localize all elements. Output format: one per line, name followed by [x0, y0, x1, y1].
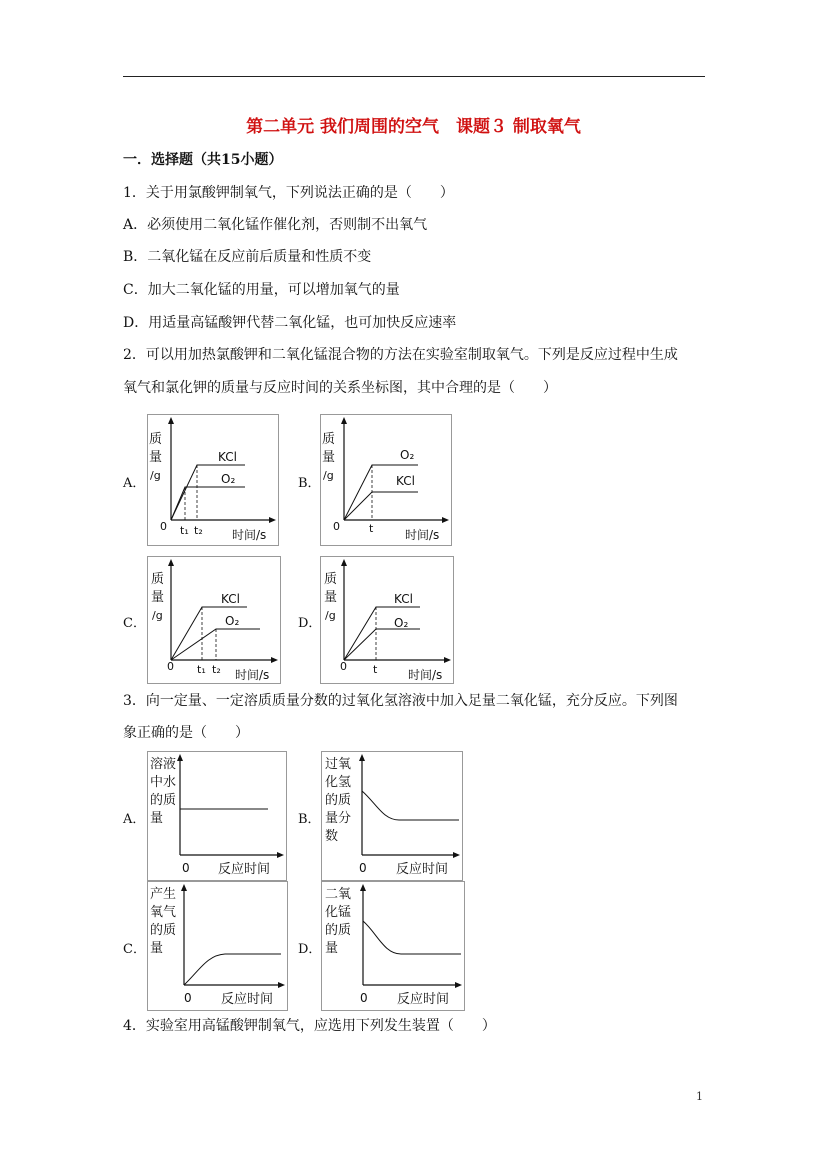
label-o2: O₂ — [394, 616, 409, 630]
q1-option-d: D．用适量高锰酸钾代替二氧化锰，也可加快反应速率 — [123, 315, 457, 331]
x-label: 时间/s — [235, 668, 270, 682]
q2-option-c-letter: C． — [123, 616, 146, 631]
chart-frame — [321, 415, 452, 546]
y-label-2: 化氢 — [325, 775, 352, 790]
label-kcl: KCl — [394, 592, 413, 606]
y-label-1: 溶液 — [150, 757, 177, 772]
y-label-5: 数 — [325, 829, 339, 844]
label-o2: O₂ — [221, 472, 236, 486]
label-o2: O₂ — [400, 448, 415, 462]
x-axis-arrow — [277, 852, 284, 858]
x-label: 反应时间 — [221, 992, 274, 1007]
y-label-4: 量分 — [325, 811, 352, 826]
q2-stem-line1: 2．可以用加热氯酸钾和二氧化锰混合物的方法在实验室制取氧气。下列是反应过程中生成 — [123, 347, 678, 363]
x-label: 时间/s — [408, 668, 443, 682]
q3-stem-line1: 3．向一定量、一定溶质质量分数的过氧化氢溶液中加入足量二氧化锰，充分反应。下列图 — [123, 693, 678, 709]
series-kcl-line — [344, 492, 418, 520]
chart-frame — [148, 415, 279, 546]
x-axis-arrow — [455, 982, 462, 988]
header-rule — [123, 76, 705, 77]
q2-chart-a — [147, 414, 279, 546]
x-label: 时间/s — [405, 528, 440, 542]
y-label-1: 质 — [151, 572, 165, 587]
q1-option-a: A．必须使用二氧化锰作催化剂，否则制不出氧气 — [123, 217, 428, 233]
label-kcl: KCl — [218, 450, 237, 464]
label-kcl: KCl — [396, 474, 415, 488]
y-label-2: 中水 — [150, 775, 177, 790]
q2-option-d-letter: D． — [298, 616, 322, 631]
y-label-1: 二氧 — [325, 887, 352, 902]
y-label-3: 的质 — [325, 793, 352, 808]
q2-chart-b — [320, 414, 452, 546]
x-label: 反应时间 — [396, 862, 449, 877]
y-label-3: 的质 — [150, 793, 177, 808]
q2-option-a-letter: A． — [123, 476, 146, 491]
origin-label: 0 — [333, 520, 340, 533]
y-label-1: 质 — [324, 572, 338, 587]
y-label-1: 质 — [322, 432, 336, 447]
y-axis-arrow — [341, 417, 347, 424]
q1-option-b: B．二氧化锰在反应前后质量和性质不变 — [123, 249, 372, 265]
x-axis-arrow — [453, 852, 460, 858]
y-axis-arrow — [359, 754, 365, 761]
x-label: 时间/s — [232, 528, 267, 542]
q2-chart-d — [320, 556, 454, 684]
q3-option-d-letter: D． — [298, 942, 322, 957]
y-axis-arrow — [341, 559, 347, 566]
series-kcl-line — [344, 607, 420, 660]
origin-label: 0 — [360, 991, 368, 1005]
y-label-2: 化锰 — [325, 905, 352, 920]
y-label-3: /g — [325, 609, 336, 622]
y-label-1: 过氧 — [325, 757, 352, 772]
y-label-3: 的质 — [150, 923, 177, 938]
y-label-3: /g — [323, 469, 334, 482]
section-heading: 一．选择题（共15小题） — [123, 152, 283, 168]
y-label-3: 的质 — [325, 923, 352, 938]
origin-label: 0 — [184, 991, 192, 1005]
q3-chart-c — [147, 881, 288, 1011]
series-o2-line — [171, 487, 245, 520]
q1-option-c: C．加大二氧化锰的用量，可以增加氧气的量 — [123, 282, 400, 298]
y-label-2: 量 — [151, 590, 165, 605]
y-label-4: 量 — [150, 941, 164, 956]
label-kcl: KCl — [221, 592, 240, 606]
tick-t2: t₂ — [194, 524, 203, 537]
q3-chart-b — [321, 751, 463, 881]
origin-label: 0 — [167, 660, 174, 673]
q3-option-a-letter: A． — [123, 812, 146, 827]
x-axis-arrow — [442, 517, 449, 523]
origin-label: 0 — [182, 861, 190, 875]
y-axis-arrow — [177, 754, 183, 761]
series-line — [363, 921, 461, 954]
origin-label: 0 — [340, 660, 347, 673]
series-line — [184, 954, 281, 985]
y-axis-arrow — [181, 884, 187, 891]
y-label-1: 产生 — [150, 887, 177, 902]
q3-chart-d — [321, 881, 465, 1011]
tick-t: t — [369, 522, 374, 535]
y-label-4: 量 — [325, 941, 339, 956]
tick-t: t — [373, 663, 378, 676]
x-axis-arrow — [271, 657, 278, 663]
q4-stem: 4．实验室用高锰酸钾制氧气，应选用下列发生装置（ ） — [123, 1018, 496, 1034]
y-label-1: 质 — [149, 432, 163, 447]
series-o2-line — [344, 629, 420, 660]
y-label-3: /g — [150, 469, 161, 482]
series-line — [362, 791, 459, 820]
y-label-3: /g — [152, 609, 163, 622]
tick-t2: t₂ — [212, 663, 221, 676]
y-label-4: 量 — [150, 811, 164, 826]
x-label: 反应时间 — [218, 862, 271, 877]
q2-stem-line2: 氧气和氯化钾的质量与反应时间的关系坐标图，其中合理的是（ ） — [123, 380, 557, 396]
q3-option-b-letter: B． — [298, 812, 321, 827]
page-number: 1 — [696, 1090, 703, 1103]
tick-t1: t₁ — [180, 524, 189, 537]
x-label: 反应时间 — [397, 992, 450, 1007]
y-label-2: 量 — [149, 450, 163, 465]
q3-stem-line2: 象正确的是（ ） — [123, 725, 249, 741]
series-o2-line — [171, 629, 260, 660]
y-label-2: 氧气 — [150, 905, 177, 920]
y-label-2: 量 — [322, 450, 336, 465]
q2-option-b-letter: B． — [298, 476, 321, 491]
x-axis-arrow — [278, 982, 285, 988]
x-axis-arrow — [444, 657, 451, 663]
tick-t1: t₁ — [197, 663, 206, 676]
y-label-2: 量 — [324, 590, 338, 605]
q3-option-c-letter: C． — [123, 942, 146, 957]
y-axis-arrow — [168, 559, 174, 566]
y-axis-arrow — [168, 417, 174, 424]
q1-stem: 1．关于用氯酸钾制氧气，下列说法正确的是（ ） — [123, 185, 454, 201]
x-axis-arrow — [269, 517, 276, 523]
q3-chart-a — [147, 751, 287, 881]
origin-label: 0 — [359, 861, 367, 875]
y-axis-arrow — [360, 884, 366, 891]
origin-label: 0 — [160, 520, 167, 533]
label-o2: O₂ — [225, 614, 240, 628]
q2-chart-c — [147, 556, 281, 684]
page-title: 第二单元 我们周围的空气 课题３ 制取氧气 — [246, 117, 581, 137]
